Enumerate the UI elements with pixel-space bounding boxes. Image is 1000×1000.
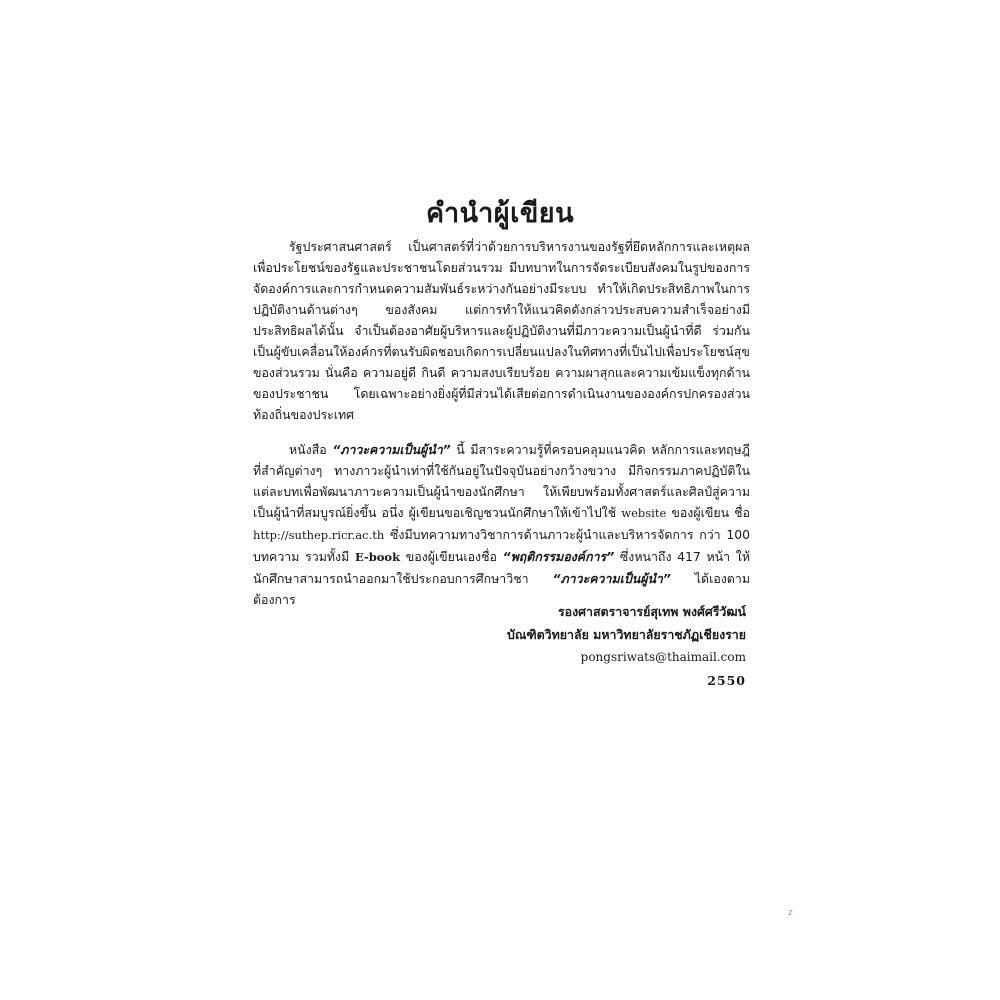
website-url: http://suthep.ricr.ac.th xyxy=(253,528,385,542)
paragraph-2-text: หนังสือ xyxy=(289,442,333,457)
book-title: “ภาวะความเป็นผู้นำ” xyxy=(332,442,451,457)
website-word: website xyxy=(621,506,667,520)
ebook-label: E-book xyxy=(354,550,401,564)
paragraph-2 xyxy=(253,439,750,610)
ebook-title: “พฤติกรรมองค์การ” xyxy=(502,549,615,564)
course-title: “ภาวะความเป็นผู้นำ” xyxy=(552,571,671,586)
page-number: z xyxy=(788,908,793,918)
paragraph-2-text: ของผู้เขียนเองชื่อ xyxy=(400,549,503,564)
paragraph-2-text: ของผู้เขียน ชื่อ xyxy=(666,505,750,520)
paragraph-1: รัฐประศาสนศาสตร์ เป็นศาสตร์ที่ว่าด้วยการบริหารงานของรัฐที่ยึดหลักการและเหตุผลเพื่อประโยชน์ของรัฐและประชาชนโดยส่วนรวม มีบทบาทในการจัดระเบียบสังคมในรูปของการจัดองค์การและการกำหนดความสัมพันธ์ระหว่างกันอย่างมีระบบ ทำให้เกิดประสิทธิภาพในการปฏิบัติงานด้านต่างๆ ของสังคม แต่การทำให้แนวคิดดังกล่าวประสบความสำเร็จอย่างมีประสิทธิผลได้นั้น จำเป็นต้องอาศัยผู้บริหารและผู้ปฏิบัติงานที่มีภาวะความเป็นผู้นำที่ดี ร่วมกันเป็นผู้ขับเคลื่อนให้องค์กรที่ตนรับผิดชอบเกิดการเปลี่ยนแปลงในทิศทางที่เป็นไปเพื่อประโยชน์สุขของส่วนรวม นั่นคือ ความอยู่ดี กินดี ความสงบเรียบร้อย ความผาสุกและความเข้มแข็งทุกด้านของประชาชน โดยเฉพาะอย่างยิ่งผู้ที่มีส่วนได้เสียต่อการดำเนินงานขององค์กรปกครองส่วนท้องถิ่นของประเทศ xyxy=(253,239,750,422)
paragraph-2-text: นี้ มีสาระความรู้ที่ครอบคลุมแนวคิด หลักการและทฤษฎีที่สำคัญต่างๆ ทางภาวะผู้นำเท่าที่ใช้กันอยู่ในปัจจุบันอย่างกว้างขวาง มีกิจกรรมภาคปฏิบัติในแต่ละบทเพื่อพัฒนาภาวะความเป็นผู้นำของนักศึกษา ให้เพียบพร้อมทั้งศาสตร์และศิลป์สู่ความเป็นผู้นำที่สมบูรณ์ยิ่งขึ้น อนึ่ง ผู้เขียนขอเชิญชวนนักศึกษาให้เข้าไปใช้ xyxy=(253,442,751,520)
paragraph-2-text: ซึ่งหนาถึง 417 หน้า ให้นักศึกษาสามารถนำออกมาใช้ประกอบการศึกษาวิชา xyxy=(253,549,750,586)
author-signature-block xyxy=(507,600,746,692)
paragraph-2-text: ซึ่งมีบทความทางวิชาการด้านภาวะผู้นำและบริหารจัดการ กว่า 100 บทความ รวมทั้งมี xyxy=(253,527,750,564)
paragraph-2-text: ได้เองตามต้องการ xyxy=(253,571,750,607)
page-title: คำนำผู้เขียน xyxy=(425,198,575,230)
author-year: 2550 xyxy=(707,673,746,688)
author-affiliation: บัณฑิตวิทยาลัย มหาวิทยาลัยราชภัฏเชียงราย xyxy=(506,627,746,642)
preface-body xyxy=(253,236,750,610)
author-email: pongsriwats@thaimail.com xyxy=(580,650,746,664)
author-name: รองศาสตราจารย์สุเทพ พงศ์ศรีวัฒน์ xyxy=(558,604,746,619)
